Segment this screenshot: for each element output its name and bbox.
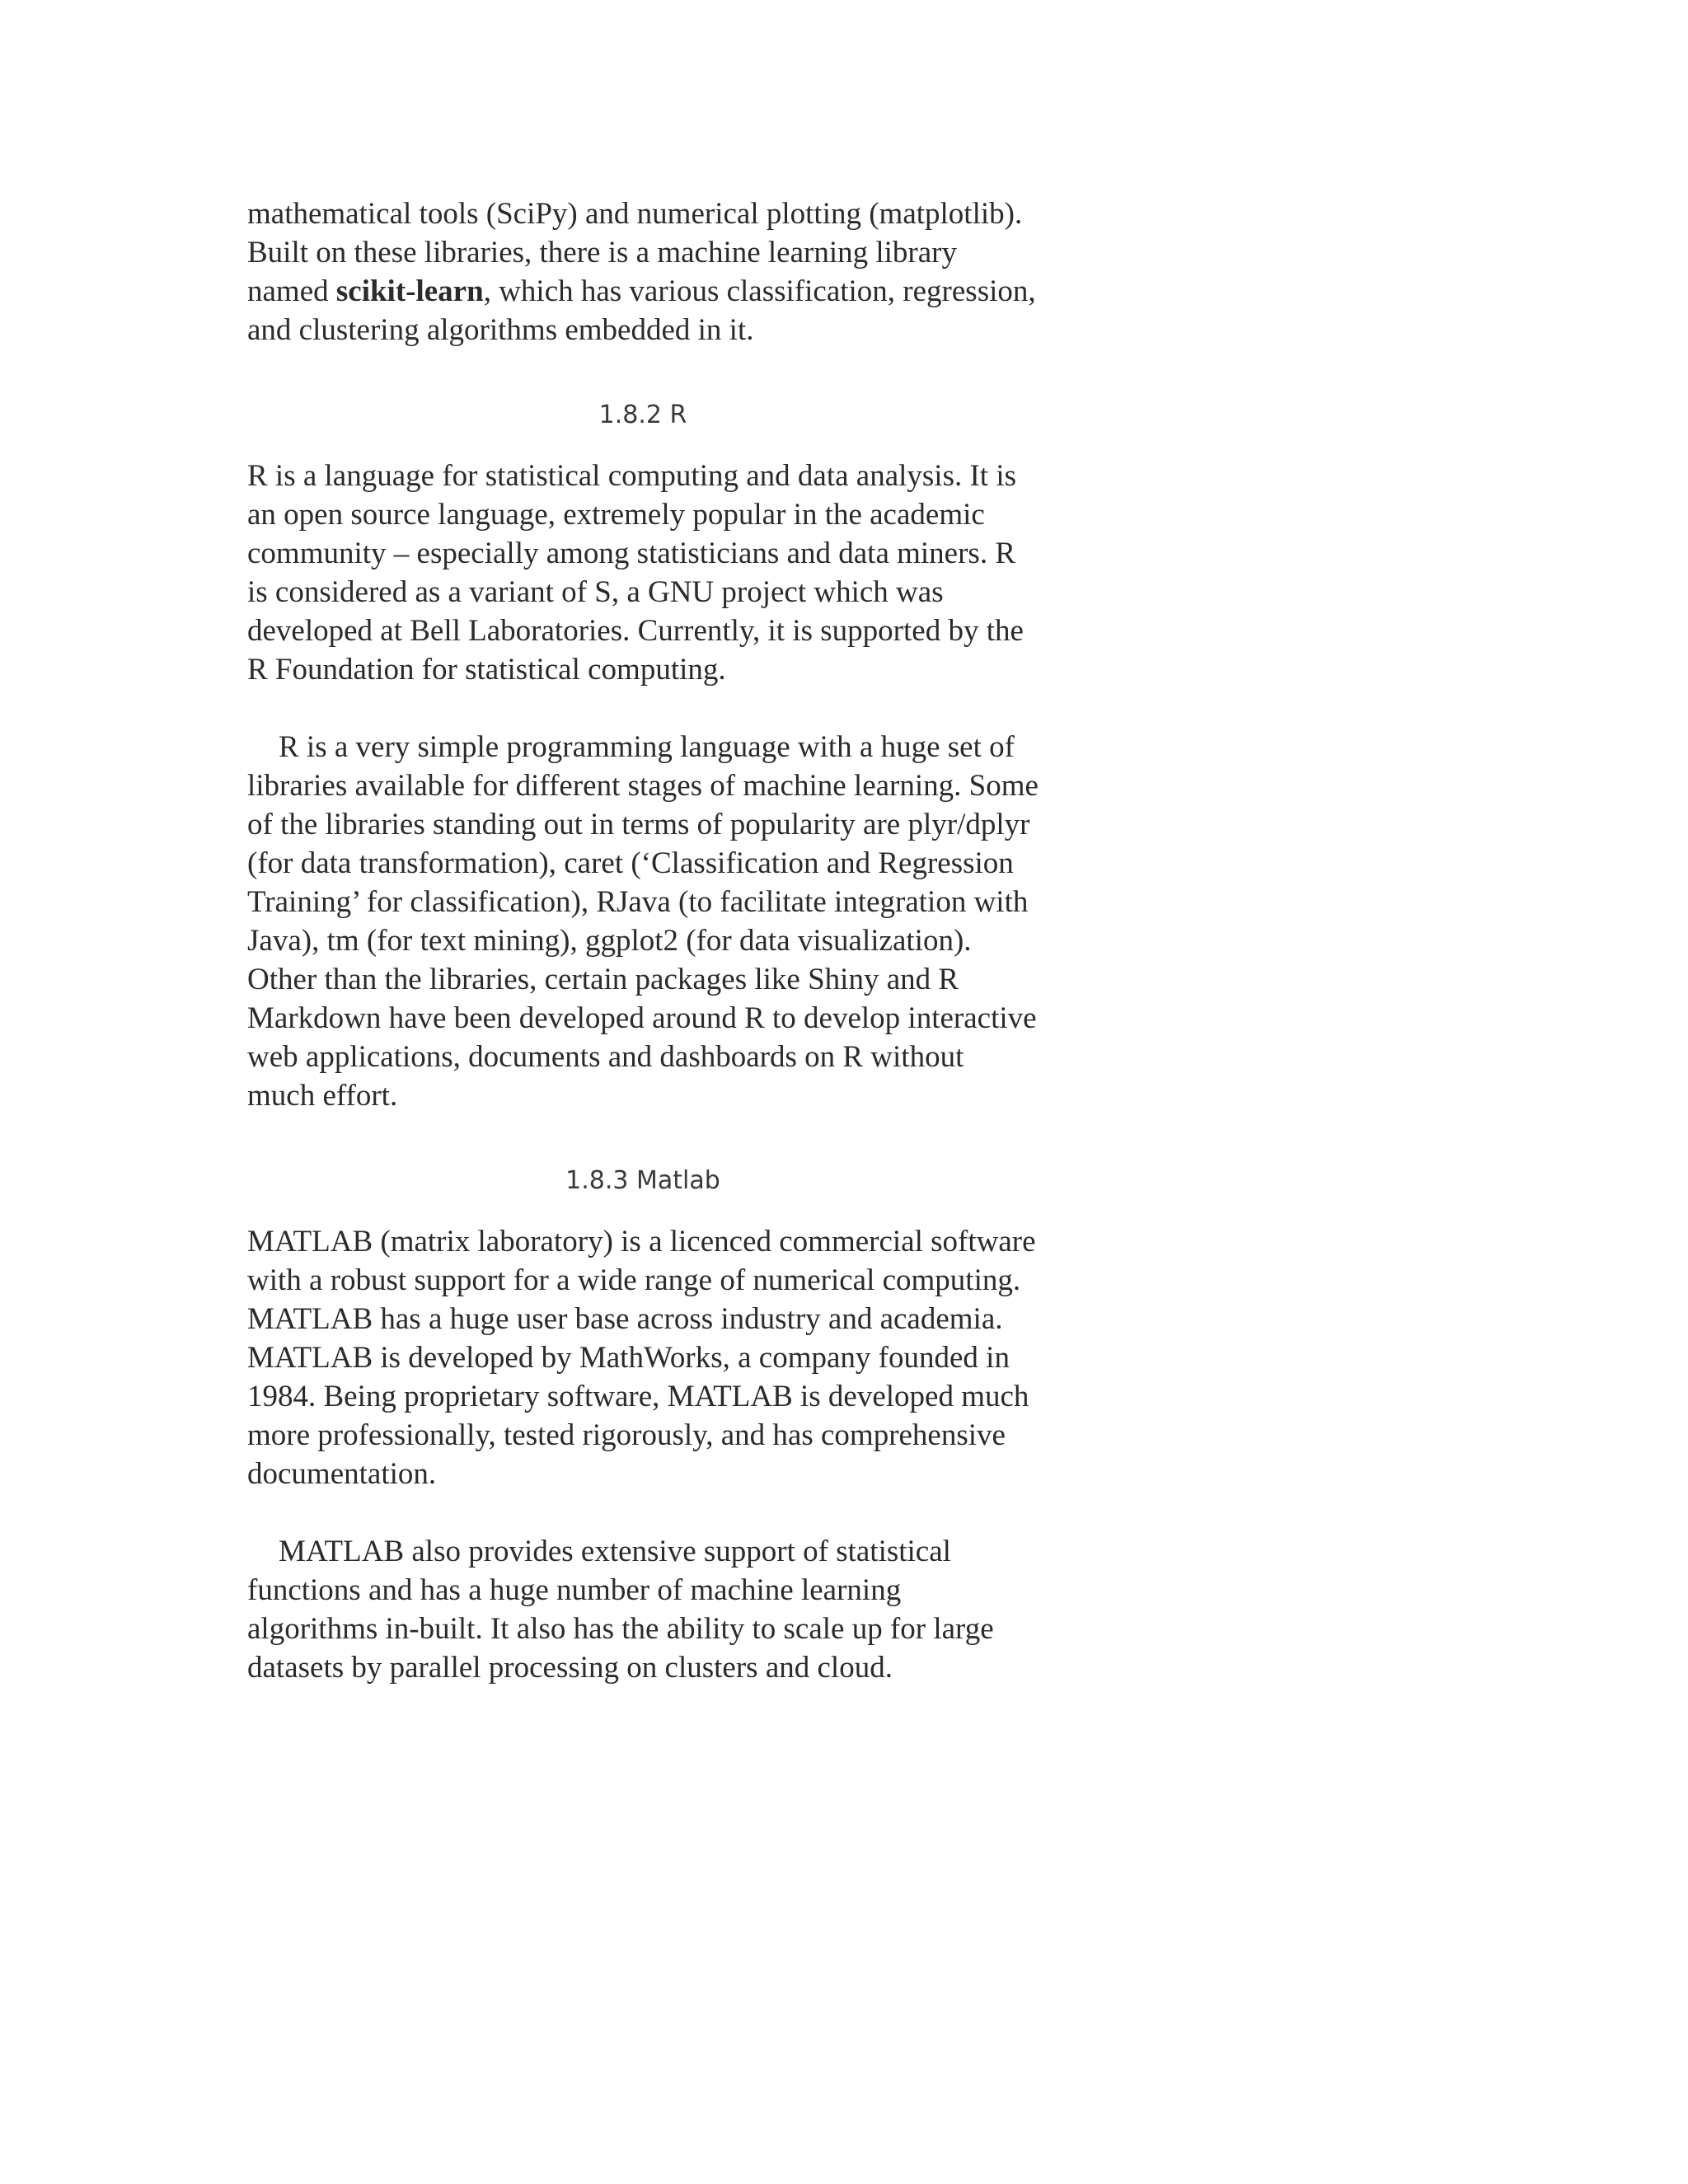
scikit-learn-term: scikit-learn	[335, 274, 484, 308]
intro-paragraph	[247, 194, 1039, 349]
spacer	[247, 1493, 1039, 1532]
section-heading-r: 1.8.2 R	[598, 401, 687, 429]
spacer	[247, 1197, 1039, 1222]
matlab-paragraph-2: MATLAB also provides extensive support of statistical functions and has a huge number of machine learning algorithms in-built. It also has the ability to scale up for large datasets by parallel processing on clusters and cloud.	[247, 1535, 994, 1685]
intro-text-after: , which has various classification, regression, and clustering algorithms embedded in it.	[247, 274, 1036, 347]
spacer	[247, 689, 1039, 728]
page-content	[247, 194, 1039, 1687]
intro-text-before: mathematical tools (SciPy) and numerical plotting (matplotlib). Built on these libraries, there is a machine learning library named	[247, 197, 1023, 308]
spacer	[247, 349, 1039, 399]
spacer	[247, 1115, 1039, 1165]
section-heading-matlab: 1.8.3 Matlab	[565, 1166, 720, 1195]
r-paragraph-2: R is a very simple programming language with a huge set of libraries available for different stages of machine learning. Some of the libraries standing out in terms of popularity are plyr/dplyr (for data transformation), caret (‘Classification and Regression Training’ for classification), RJava (to facilitate integration with Java), tm (for text mining), ggplot2 (for data visualization). Other than the libraries, certain packages like Shiny and R Markdown have been developed around R to develop interactive web applications, documents and dashboards on R without much effort.	[247, 730, 1039, 1113]
matlab-paragraph-1: MATLAB (matrix laboratory) is a licenced commercial software with a robust support for a wide range of numerical computing. MATLAB has a huge user base across industry and academia. MATLAB is developed by MathWorks, a company founded in 1984. Being proprietary software, MATLAB is developed much more professionally, tested rigorously, and has comprehensive documentation.	[247, 1225, 1036, 1491]
spacer	[247, 432, 1039, 457]
r-paragraph-1: R is a language for statistical computing and data analysis. It is an open source language, extremely popular in the academic community – especially among statisticians and data miners. R is considered as a variant of S, a GNU project which was developed at Bell Laboratories. Currently, it is supported by the R Foundation for statistical computing.	[247, 459, 1024, 687]
